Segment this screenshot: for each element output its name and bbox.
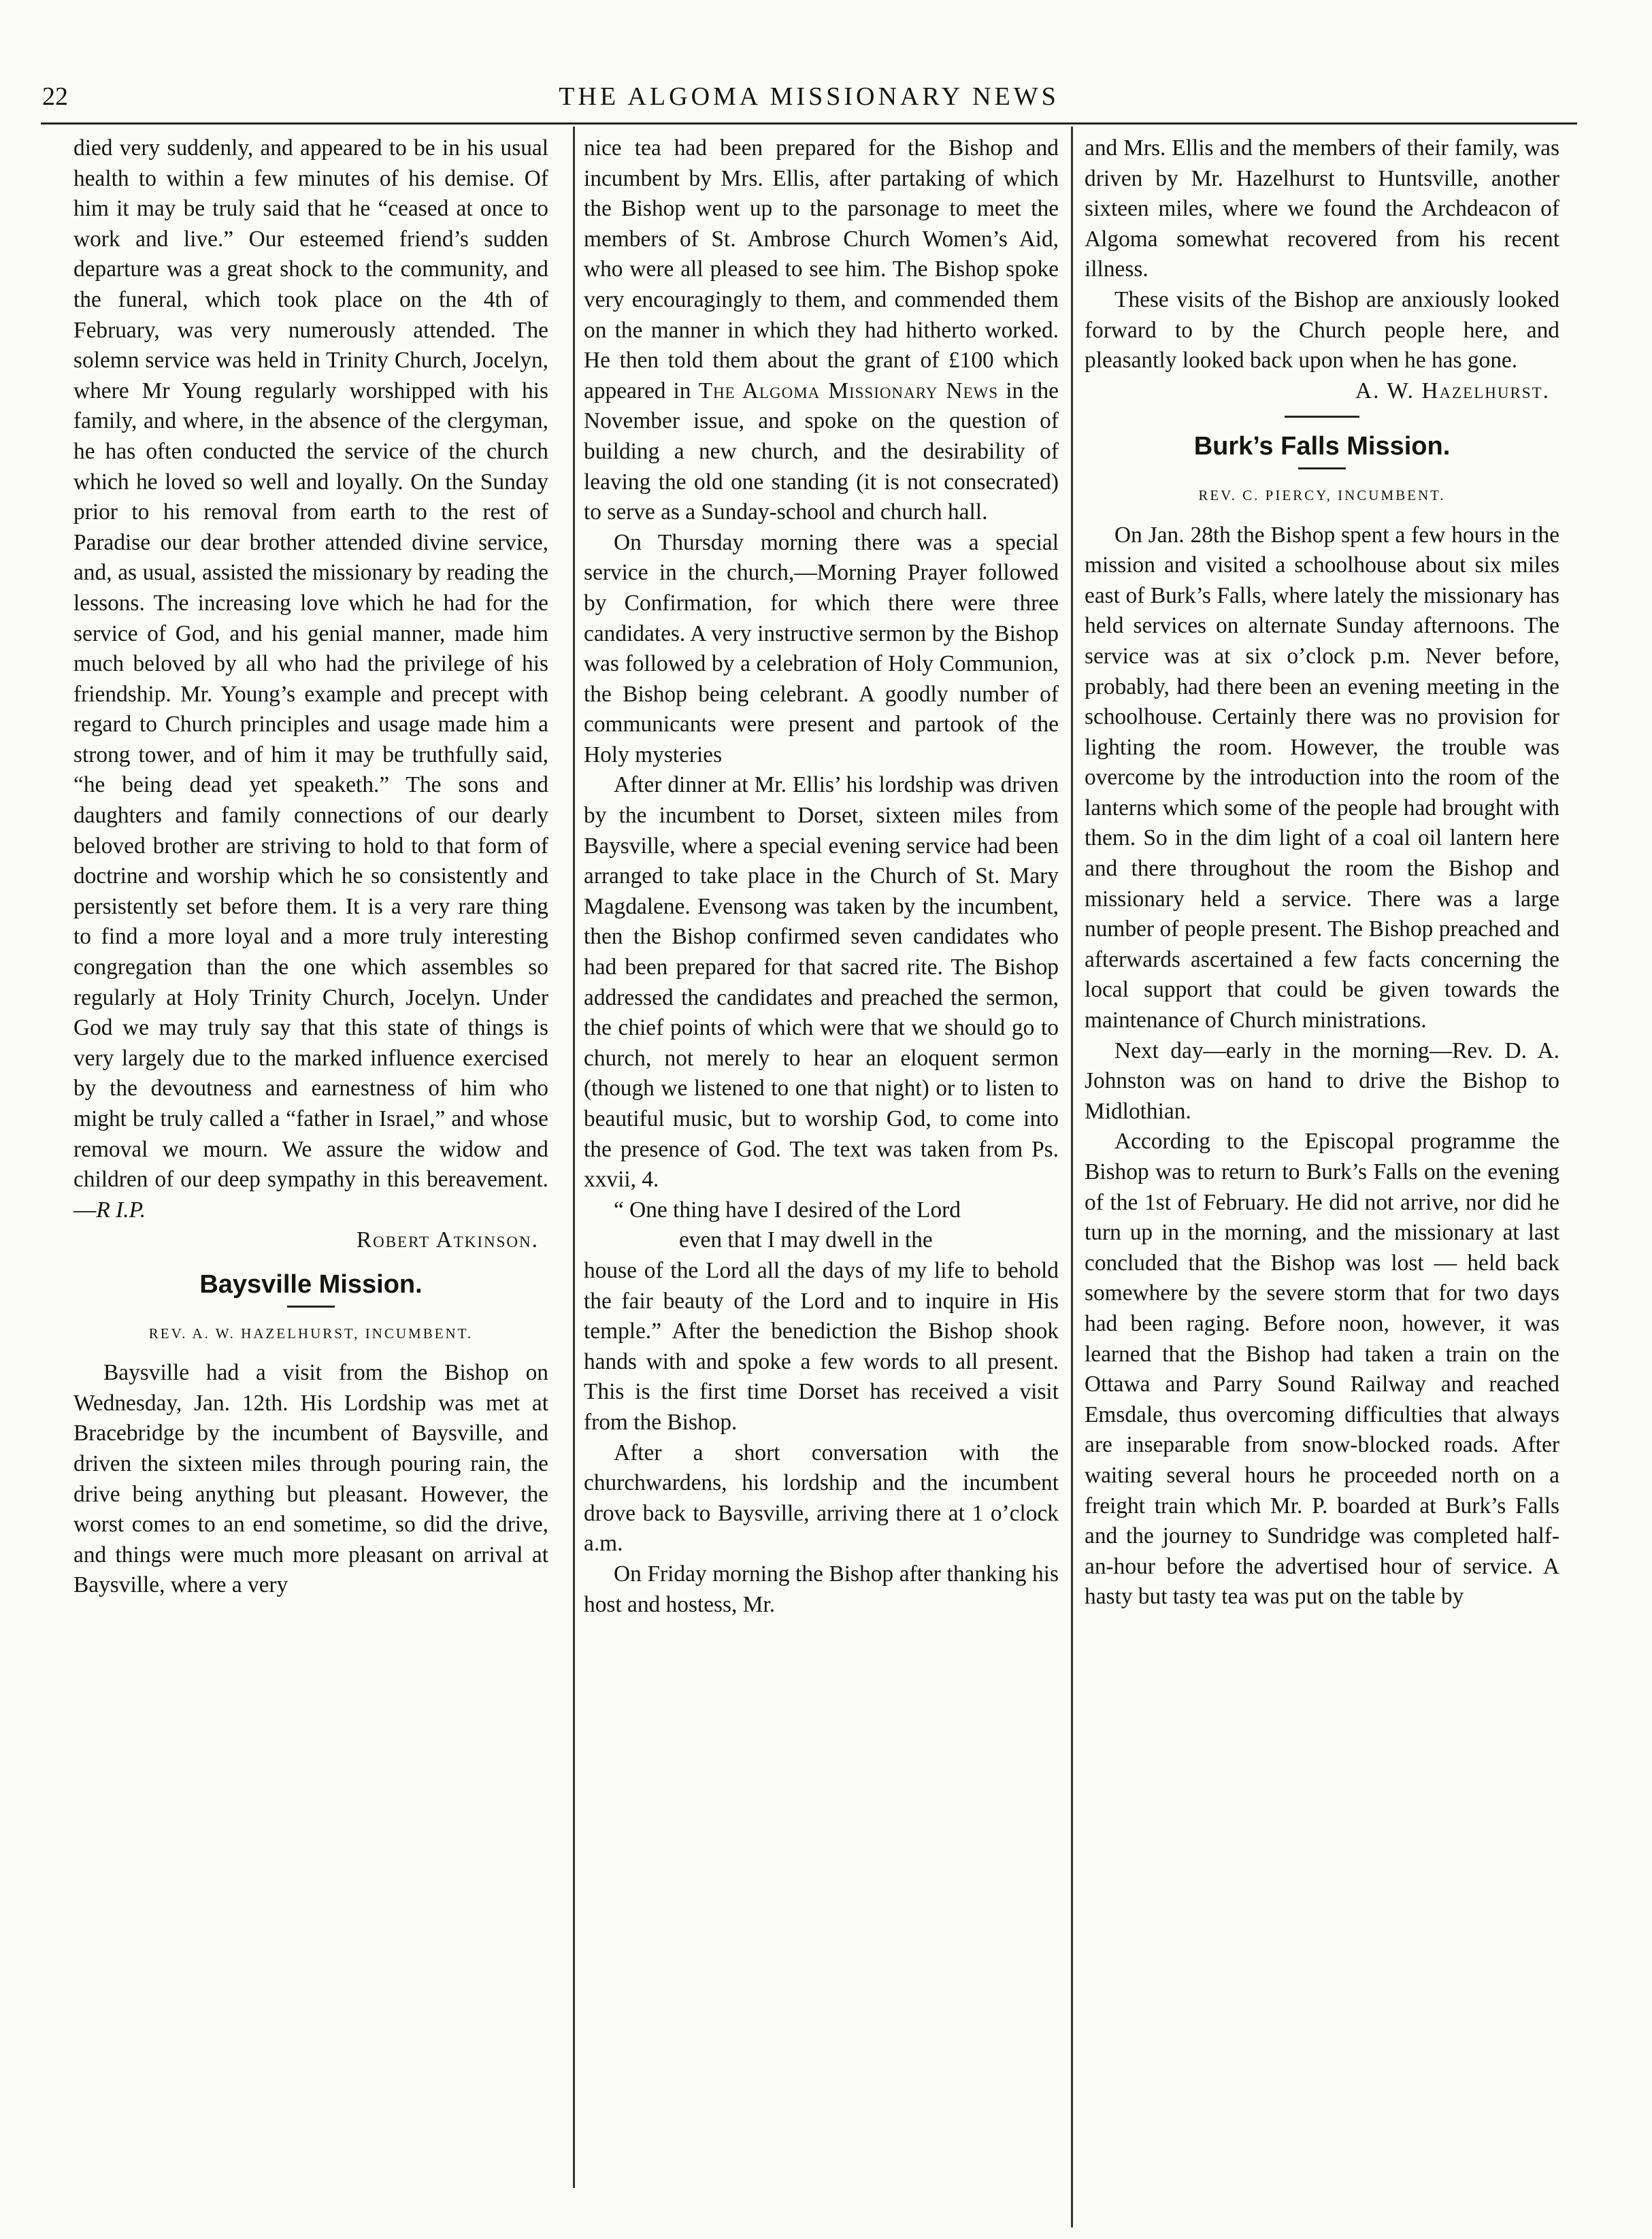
article-paragraph: After a short conversation with the churchwardens, his lordship and the incumbent drove back to Baysville, arriving there at 1 o’clock a.m. [584, 1440, 1059, 1557]
section-divider [1285, 416, 1359, 418]
section-byline: REV. A. W. HAZELHURST, INCUMBENT. [148, 1325, 474, 1342]
publication-name: The Algoma Missionary News [698, 378, 999, 403]
article-paragraph: According to the Episcopal programme the Bishop was to return to Burk’s Falls on the evening of the 1st of February. He did not arrive, nor did he turn up in the morning, and the missionary at last concluded that the Bishop was lost — held back somewhere by the severe storm that for two days had been raging. Before noon, however, it was learned that the Bishop had taken a train on the Ottawa and Parry Sound Railway and reached Emsdale, thus overcoming difficulties that always are inseparable from snow-blocked roads. After waiting several hours he proceeded north on a freight train which Mr. P. boarded at Burk’s Falls and the journey to Sundridge was completed half-an-hour before the advertised hour of service. A hasty but tasty tea was put on the table by [1085, 1129, 1559, 1610]
article-paragraph: and Mrs. Ellis and the members of their family, was driven by Mr. Hazelhurst to Huntsville, another sixteen miles, where we found the Archdeacon of Algoma somewhat recovered from his recent illness. [1085, 135, 1559, 282]
article-paragraph: These visits of the Bishop are anxiously looked forward to by the Church people here, and pleasantly looked back upon when he has gone. [1085, 286, 1559, 374]
column-1 [73, 133, 548, 2223]
rip-text: R I.P. [96, 1197, 146, 1223]
article-paragraph: On Thursday morning there was a special service in the church,—Morning Prayer followed by Confirmation, for which there were three candidates. A very instructive sermon by the Bishop was followed by a celebration of Holy Communion, the Bishop being celebrant. A goodly number of communicants were present and partook of the Holy mysteries [584, 529, 1059, 767]
article-paragraph: Next day—early in the morning—Rev. D. A. Johnston was on hand to drive the Bishop to Midlothian. [1085, 1038, 1559, 1124]
article-paragraph: On Jan. 28th the Bishop spent a few hours in the mission and visited a schoolhouse about six miles east of Burk’s Falls, where lately the missionary has held services on alternate Sunday afternoons. The service was at six o’clock p.m. Never before, probably, had there been an evening meeting in the schoolhouse. Certainly there was no provision for lighting the room. However, the trouble was overcome by the introduction into the room of the lanterns which some of the people had brought with them. So in the dim light of a coal oil lantern here and there throughout the room the Bishop and missionary held a service. There was a large number of people present. The Bishop preached and afterwards ascertained a few facts concerning the local support that could be given towards the maintenance of Church ministrations. [1085, 522, 1559, 1033]
article-paragraph: died very suddenly, and appeared to be in his usual health to within a few minutes of his demise. Of him it may be truly said that he “ceased at once to work and live.” Our esteemed friend’s sudden departure was a great shock to the community, and the funeral, which took place on the 4th of February, was very numerously attended. The solemn service was held in Trinity Church, Jocelyn, where Mr Young regularly worshipped with his family, and where, in the absence of the clergyman, he has often conducted the service of the church which he loved so well and loyally. On the Sunday prior to his removal from earth to the rest of Paradise our dear brother attended divine service, and, as usual, assisted the missionary by reading the lessons. The increasing love which he had for the service of God, and his genial manner, made him much beloved by all who had the privilege of his friendship. Mr. Young’s example and precept with regard to Church principles and usage made him a strong tower, and of him it may be truthfully said, “he being dead yet speaketh.” The sons and daughters and family connections of our dearly beloved brother are striving to hold to that form of doctrine and worship which he so consistently and persistently set before them. It is a very rare thing to find a more loyal and a more truly interesting congregation than the one which assembles so regularly at Holy Trinity Church, Jocelyn. Under God we may truly say that this state of things is very largely due to the marked influence exercised by the devoutness and earnestness of him who might be truly called a “father in Israel,” and whose removal we mourn. We assure the widow and children of our deep sympathy in this bereavement.—R I.P. [73, 135, 548, 1223]
section-title-baysville: Baysville Mission. [199, 1270, 423, 1299]
title-rule [287, 1306, 335, 1308]
column-rule-right [1071, 127, 1073, 2227]
section-byline: REV. C. PIERCY, INCUMBENT. [1198, 486, 1446, 503]
article-paragraph: Baysville had a visit from the Bishop on Wednesday, Jan. 12th. His Lordship was met at Bracebridge by the incumbent of Baysville, and driven the sixteen miles through pouring rain, the drive being anything but pleasant. However, the worst comes to an end sometime, so did the drive, and things were much more pleasant on arrival at Baysville, where a very [73, 1360, 548, 1598]
column-3 [1085, 133, 1559, 2223]
header-rule [41, 122, 1577, 125]
page-header [42, 76, 1576, 117]
article-signature: A. W. Hazelhurst. [1355, 378, 1550, 403]
publication-title: THE ALGOMA MISSIONARY NEWS [559, 82, 1059, 111]
column-2 [584, 133, 1059, 2223]
article-paragraph: nice tea had been prepared for the Bishop and incumbent by Mrs. Ellis, after partaking of which the Bishop went up to the parsonage to meet the members of St. Ambrose Church Women’s Aid, who were all pleased to see him. The Bishop spoke very encouragingly to them, and commended them on the manner in which they had hitherto worked. He then told them about the grant of £100 which appeared in The Algoma Missionary News in the November issue, and spoke on the question of building a new church, and the desirability of leaving the old one standing (it is not consecrated) to serve as a Sunday-school and church hall. [584, 135, 1059, 525]
scripture-quote-line: “ One thing have I desired of the Lord [614, 1197, 961, 1223]
article-paragraph: house of the Lord all the days of my life to behold the fair beauty of the Lord and to inquire in His temple.” After the benediction the Bishop shook hands with and spoke a few words to all present. This is the first time Dorset has received a visit from the Bishop. [584, 1257, 1059, 1435]
title-rule [1298, 467, 1346, 469]
scripture-quote-line: even that I may dwell in the [679, 1227, 933, 1253]
article-paragraph: On Friday morning the Bishop after thanking his host and hostess, Mr. [584, 1561, 1059, 1617]
article-signature: Robert Atkinson. [356, 1227, 539, 1253]
section-title-burks-falls: Burk’s Falls Mission. [1193, 432, 1451, 461]
page-number: 22 [42, 82, 68, 111]
column-rule-left [573, 127, 575, 2188]
article-paragraph: After dinner at Mr. Ellis’ his lordship was driven by the incumbent to Dorset, sixteen miles from Baysville, where a special evening service had been arranged to take place in the Church of St. Mary Magdalene. Evensong was taken by the incumbent, then the Bishop confirmed seven candidates who had been prepared for that sacred rite. The Bishop addressed the candidates and preached the sermon, the chief points of which were that we should go to church, not merely to hear an eloquent sermon (though we listened to one that night) or to listen to beautiful music, but to worship God, to come into the presence of God. The text was taken from Ps. xxvii, 4. [584, 772, 1059, 1193]
